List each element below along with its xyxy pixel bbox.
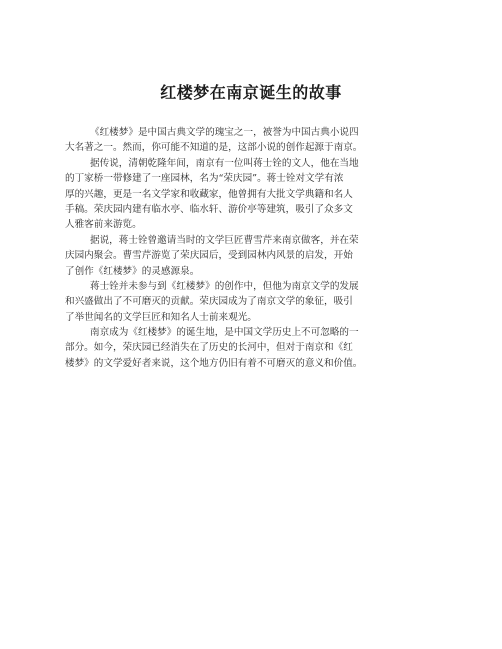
document-body — [65, 125, 437, 371]
paragraph-line: 楼梦》的文学爱好者来说，这个地方仍旧有着不可磨灭的意义和价值。 — [65, 357, 363, 369]
paragraph-line: 大名著之一。然而，你可能不知道的是，这部小说的创作起源于南京。 — [65, 142, 363, 154]
document-title: 红楼梦在南京诞生的故事 — [160, 83, 342, 102]
paragraph-first-line: 蒋士铨并未参与到《红楼梦》的创作中，但他为南京文学的发展 — [90, 280, 359, 292]
paragraph-line: 了创作《红楼梦》的灵感源泉。 — [65, 265, 200, 277]
paragraph-line: 和兴盛做出了不可磨灭的贡献。荣庆园成为了南京文学的象征，吸引 — [65, 296, 353, 308]
paragraph-first-line: 据传说，清朝乾隆年间，南京有一位叫蒋士铨的文人，他在当地 — [90, 157, 359, 169]
paragraph-line: 厚的兴趣，更是一名文学家和收藏家，他曾拥有大批文学典籍和名人 — [65, 188, 353, 200]
paragraph-line: 手稿。荣庆园内建有临水亭、临水轩、游价亭等建筑，吸引了众多文 — [65, 203, 353, 215]
paragraph-first-line: 南京成为《红楼梦》的诞生地，是中国文学历史上不可忽略的一 — [90, 327, 359, 339]
paragraph-line: 了举世闻名的文学巨匠和知名人士前来观光。 — [65, 311, 257, 323]
paragraph-line: 人雅客前来游览。 — [65, 219, 142, 231]
paragraph-line: 庆园内聚会。曹雪芹游览了荣庆园后，受到园林内风景的启发，开始 — [65, 250, 353, 262]
paragraph-first-line: 据说，蒋士铨曾邀请当时的文学巨匠曹雪芹来南京做客，并在荣 — [90, 234, 359, 246]
paragraph-first-line: 《红楼梦》是中国古典文学的瑰宝之一，被誉为中国古典小说四 — [90, 127, 359, 138]
paragraph-line: 部分。如今，荣庆园已经消失在了历史的长河中，但对于南京和《红 — [65, 342, 353, 354]
paragraph-line: 的丁家桥一带修建了一座园林，名为“荣庆园”。蒋士铨对文学有浓 — [65, 173, 344, 185]
